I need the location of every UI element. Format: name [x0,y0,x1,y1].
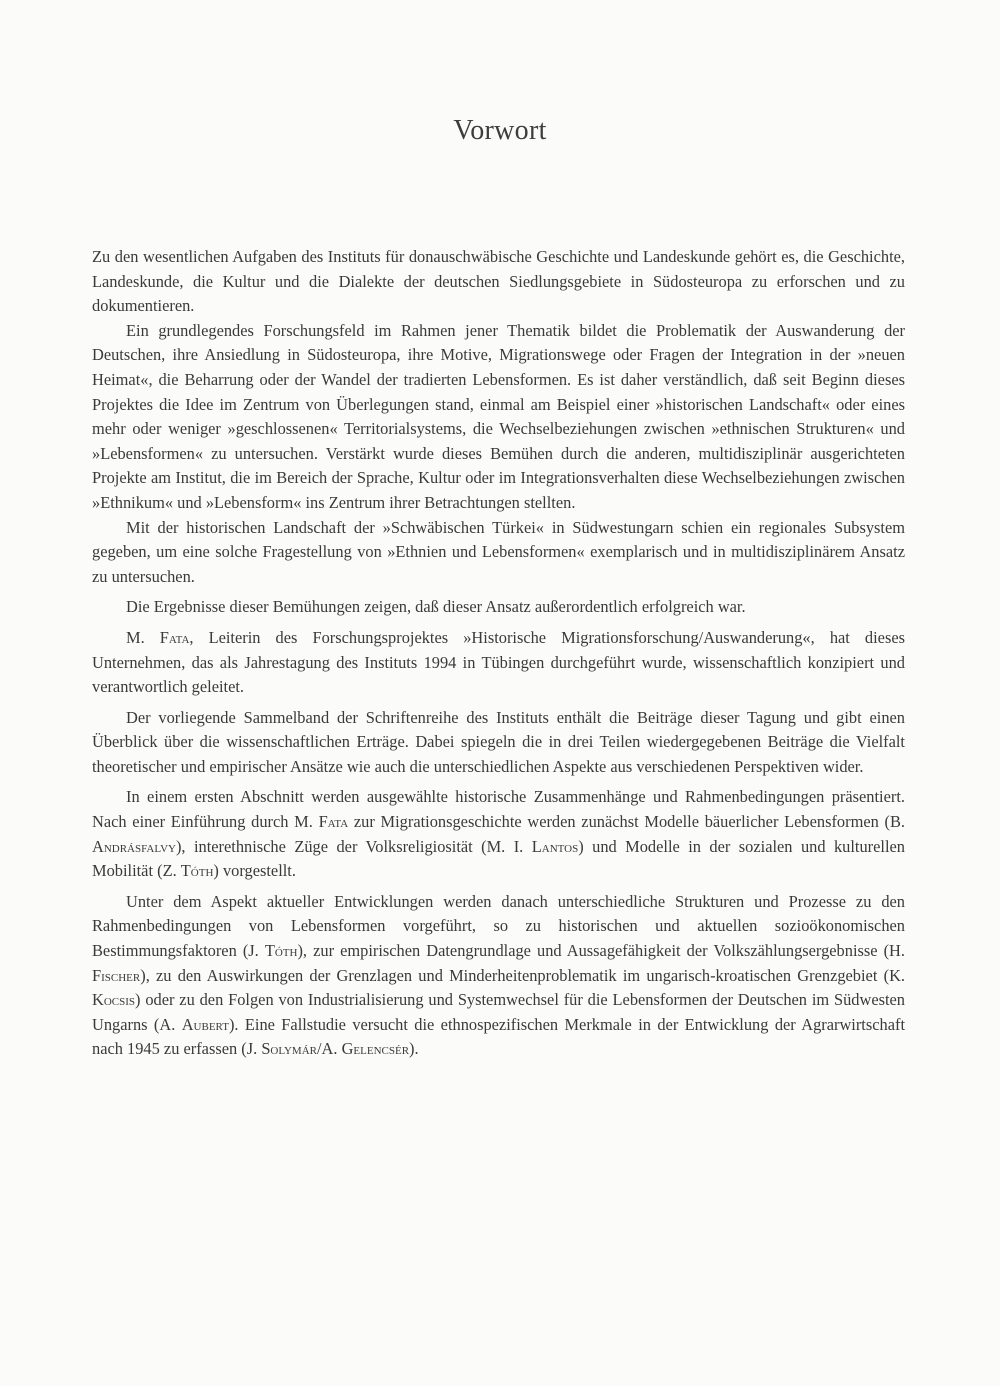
paragraph-5 [92,626,905,700]
author-name: Aubert [181,1014,229,1034]
body-text [92,245,905,1062]
text-segment: /A. [317,1039,342,1059]
author-name: Solymár [261,1039,317,1059]
text-segment: ) und Modelle in der sozialen und kulturellen Mobilität (Z. [92,836,905,881]
text-segment: ). Eine Fallstudie versucht die ethnospezifischen Merkmale in der Entwicklung der Agrarwirtschaft nach 1945 zu erfassen (J. [92,1014,905,1059]
paragraph-1: Zu den wesentlichen Aufgaben des Instituts für donauschwäbische Geschichte und Landeskunde gehört es, die Geschichte, Landeskunde, die Kultur und die Dialekte der deutschen Siedlungsgebiete in Südosteuropa zu erforschen und zu dokumentieren. [92,247,905,316]
author-name: Lantos [531,836,579,856]
text-segment: ), zur empirischen Datengrundlage und Aussagefähigkeit der Volkszählungsergebnisse (H. [297,941,905,961]
author-name: Kocsis [92,990,136,1010]
author-name: Andrásfalvy [92,836,176,856]
paragraph-2: Ein grundlegendes Forschungsfeld im Rahmen jener Thematik bildet die Problematik der Auswanderung der Deutschen, ihre Ansiedlung in Südosteuropa, ihre Motive, Migrationswege oder Fragen der Integration in der »neuen Heimat«, die Beharrung oder der Wandel der tradierten Lebensformen. Es ist daher verständlich, daß seit Beginn dieses Projektes die Idee im Zentrum von Überlegungen stand, einmal am Beispiel einer »historischen Landschaft« oder eines mehr oder weniger »geschlossenen« Territorialsystems, die Wechselbeziehungen zwischen »ethnischen Strukturen« und »Lebensformen« zu untersuchen. Verstärkt wurde dieses Bemühen durch die anderen, multidisziplinär ausgerichteten Projekte am Institut, die im Bereich der Sprache, Kultur oder im Integrationsverhalten diese Wechselbeziehungen zwischen »Ethnikum« und »Lebensform« ins Zentrum ihrer Betrachtungen stellten. [92,320,905,512]
author-name: Fischer [92,965,141,985]
text-segment: ), interethnische Züge der Volksreligiosität (M. I. [175,836,532,856]
author-name: Tóth [264,941,298,961]
author-name: Gelencsér [341,1039,410,1059]
text-segment: ), zu den Auswirkungen der Grenzlagen und Minderheitenproblematik im ungarisch-kroatischen Grenzgebiet (K. [140,965,905,985]
paragraph-6: Der vorliegende Sammelband der Schriftenreihe des Instituts enthält die Beiträge dieser Tagung und gibt einen Überblick über die wissenschaftlichen Erträge. Dabei spiegeln die in drei Teilen wiedergegebenen Beiträge die Vielfalt theoretischer und empirischer Ansätze wie auch die unterschiedlichen Aspekte aus verschiedenen Perspektiven wider. [92,707,905,776]
author-name: Tóth [180,861,214,881]
paragraph-8 [92,890,905,1062]
text-segment: , Leiterin des Forschungsprojektes »Historische Migrationsforschung/Auswanderung«, hat dieses Unternehmen, das als Jahrestagung des Instituts 1994 in Tübingen durchgeführt wurde, wissenschaftlich konzipiert und verantwortlich geleitet. [92,627,905,697]
text-segment: ) vorgestellt. [213,861,296,881]
page-title: Vorwort [453,115,547,146]
paragraph-3: Mit der historischen Landschaft der »Schwäbischen Türkei« in Südwestungarn schien ein regionales Subsystem gegeben, um eine solche Fragestellung von »Ethnien und Lebensformen« exemplarisch und in multidisziplinärem Ansatz zu untersuchen. [92,517,905,586]
paragraph-4: Die Ergebnisse dieser Bemühungen zeigen, daß dieser Ansatz außerordentlich erfolgreich war. [126,597,746,617]
author-name: Fata [159,627,190,647]
paragraph-7 [92,785,905,883]
text-segment: ) oder zu den Folgen von Industrialisierung und Systemwechsel für die Lebensformen der Deutschen im Südwesten Ungarns (A. [92,990,905,1034]
text-segment: ). [409,1039,419,1059]
text-segment: Unter dem Aspekt aktueller Entwicklungen werden danach unterschiedliche Strukturen und Prozesse zu den Rahmenbedingungen von Lebensformen vorgeführt, so zu historischen und aktuellen sozioökonomischen Bestimmungsfaktoren (J. [92,891,905,961]
text-segment: M. [126,627,160,647]
author-name: Fata [318,812,349,832]
text-segment: zur Migrationsgeschichte werden zunächst Modelle bäuerlicher Lebensformen (B. [348,812,905,832]
text-segment: In einem ersten Abschnitt werden ausgewählte historische Zusammenhänge und Rahmenbedingungen präsentiert. Nach einer Einführung durch M. [92,787,905,832]
